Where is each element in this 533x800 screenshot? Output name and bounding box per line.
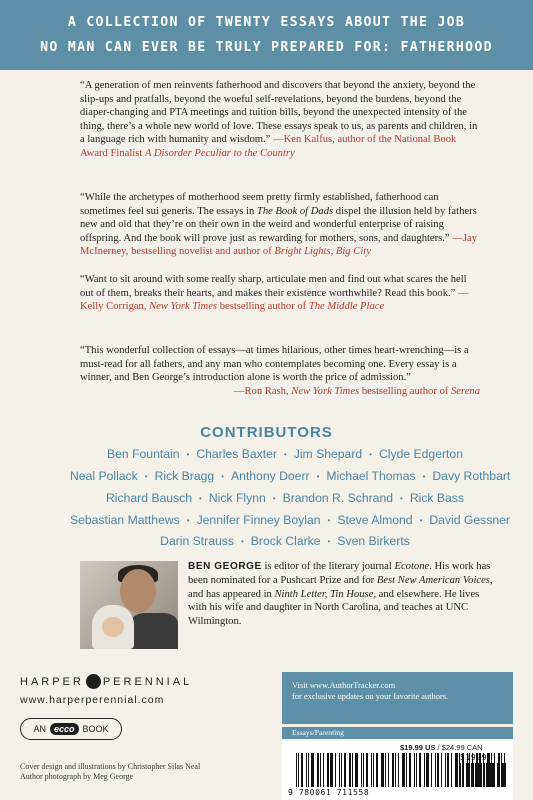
separator-bullet: •: [369, 449, 372, 459]
contributor-name: Michael Thomas: [326, 469, 416, 483]
cover-credits: Cover design and illustrations by Christopher Silas Neal Author photograph by Meg George: [20, 762, 201, 781]
separator-bullet: •: [199, 493, 202, 503]
separator-bullet: •: [186, 515, 190, 525]
contributor-name: Richard Bausch: [106, 491, 193, 505]
contributor-name: Sebastian Matthews: [70, 513, 180, 527]
separator-bullet: •: [327, 515, 331, 525]
contributor-name: Steve Almond: [337, 513, 413, 527]
separator-bullet: •: [283, 449, 287, 459]
blurb-text: “While the archetypes of motherhood seem pretty firmly established, fatherhood can sometimes feel sui generis. The essays in The Book of Dads dispel the illusion held by fathers new and old that they’re on their own in the weird and wonderful enterprise of raising offspring. And the book will prove just as rewarding for mothers, sons, and daughters.”: [80, 192, 477, 244]
publisher-circle-icon: [86, 674, 101, 689]
contributor-name: Ben Fountain: [107, 447, 180, 461]
blurb-kalfus: [80, 79, 480, 161]
contributor-name: Davy Rothbart: [432, 469, 511, 483]
top-banner: [0, 0, 533, 70]
contributor-name: David Gessner: [429, 513, 510, 527]
blurb-text: “This wonderful collection of essays—at times hilarious, other times heart-wrenching—is a must-read for all fathers, and any man who contemplates becoming one. Every essay is a winner, and Ben George’s introduction alone is worth the price of admission.”: [80, 345, 469, 384]
barcode-area: [282, 741, 513, 800]
blurb-attribution: —Jay McInerney, bestselling novelist and author of Bright Lights, Big City: [80, 232, 478, 258]
barcode-addon-digits: 51999: [460, 753, 488, 762]
contributor-name: Darin Strauss: [160, 534, 234, 548]
contributor-name: Nick Flynn: [208, 491, 266, 505]
contributors-row: [70, 533, 500, 550]
contributor-name: Charles Baxter: [196, 447, 277, 461]
contributors-row: [70, 512, 510, 529]
contributor-name: Jim Shepard: [293, 447, 363, 461]
publisher-url: www.harperperennial.com: [20, 694, 165, 706]
barcode-digits: 9 780061 711558: [288, 788, 370, 797]
category-label: Essays/Parenting: [282, 727, 513, 739]
separator-bullet: •: [400, 493, 403, 503]
ecco-logo-icon: ecco: [50, 723, 79, 735]
ecco-imprint-badge: AN ecco BOOK: [20, 718, 122, 740]
separator-bullet: •: [419, 515, 423, 525]
contributor-name: Brock Clarke: [250, 534, 321, 548]
contributor-name: Jennifer Finney Boylan: [196, 513, 321, 527]
banner-line-1: A COLLECTION OF TWENTY ESSAYS ABOUT THE JOB: [67, 15, 466, 30]
contributor-name: Rick Bass: [409, 491, 464, 505]
separator-bullet: •: [240, 536, 244, 546]
separator-bullet: •: [316, 471, 320, 481]
blurb-corrigan: [80, 273, 480, 314]
contributor-name: Sven Birkerts: [337, 534, 410, 548]
blurb-attribution: —Ron Rash, New York Times bestselling author of Serena: [233, 385, 480, 397]
contributor-name: Clyde Edgerton: [378, 447, 463, 461]
contributor-name: Neal Pollack: [70, 469, 138, 483]
contributors-row: [70, 468, 511, 485]
separator-bullet: •: [186, 449, 190, 459]
blurb-text: “Want to sit around with some really sharp, articulate men and find out what scares the hell out of them, breaks their hearts, and makes their existence worthwhile? Read this book.”: [80, 274, 467, 299]
separator-bullet: •: [221, 471, 224, 481]
contributor-name: Brandon R. Schrand: [282, 491, 393, 505]
separator-bullet: •: [327, 536, 331, 546]
contributors-row: [70, 490, 500, 507]
blurb-mcinerney: [80, 191, 480, 259]
separator-bullet: •: [144, 471, 148, 481]
blurb-rash: [80, 344, 480, 398]
separator-bullet: •: [422, 471, 426, 481]
barcode-addon: [460, 763, 508, 787]
publisher-logo: HARPER PERENNIAL: [20, 675, 193, 688]
blurb-attribution: —Kelly Corrigan, New York Times bestselling author of The Middle Place: [80, 287, 469, 313]
separator-bullet: •: [272, 493, 276, 503]
price: $19.99 US / $24.99 CAN: [400, 743, 483, 752]
author-tracker-box: Visit www.AuthorTracker.com for exclusive updates on your favorite authors.: [282, 672, 513, 724]
contributors-heading: CONTRIBUTORS: [200, 424, 333, 441]
contributor-name: Anthony Doerr: [230, 469, 310, 483]
author-bio: BEN GEORGE is editor of the literary journal Ecotone. His work has been nominated for a Pushcart Prize and for Best New American Voices, and has appeared in Ninth Letter, Tin House, and elsewhere. He lives with his wife and daughter in North Carolina, and teaches at UNC Wilmington.: [188, 561, 493, 628]
blurb-attribution: —Ken Kalfus, author of the National Book Award Finalist A Disorder Peculiar to the Country: [80, 134, 457, 159]
contributor-name: Rick Bragg: [154, 469, 215, 483]
contributors-row: [70, 446, 500, 463]
banner-line-2: NO MAN CAN EVER BE TRULY PREPARED FOR: FATHERHOOD: [40, 40, 493, 55]
author-photo: [80, 561, 178, 649]
blurb-text: “A generation of men reinvents fatherhood and discovers that beyond the anxiety, beyond the slip-ups and pratfalls, beyond the woeful self-revelations, beyond the burdens, beyond the diaper-changing and PTA meetings and tuition bills, beyond the unexpected intensity of the thing, there’s a whole new world of love. These essays speak to us, as parents and children, in a language rich with humanity and wisdom.”: [80, 80, 478, 146]
